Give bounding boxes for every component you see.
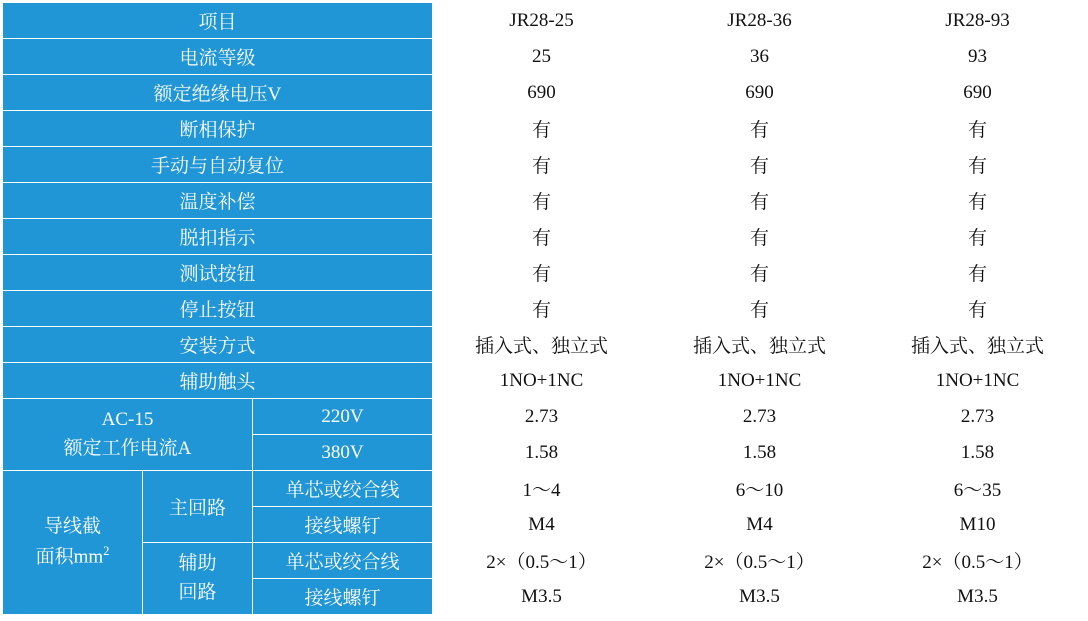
- header-col-3: JR28-93: [869, 3, 1087, 39]
- table-row: [3, 147, 1087, 183]
- row-value: 有: [433, 111, 651, 147]
- wire-aux-row-core: [3, 543, 1087, 579]
- ac15-label-line1: AC-15: [101, 409, 154, 430]
- row-value: 有: [869, 291, 1087, 327]
- row-label: 额定绝缘电压V: [3, 75, 433, 111]
- row-value: 2×（0.5～1）: [869, 543, 1087, 579]
- row-label: 手动与自动复位: [3, 147, 433, 183]
- table-row: [3, 183, 1087, 219]
- row-value: 1NO+1NC: [651, 363, 869, 399]
- row-label: 温度补偿: [3, 183, 433, 219]
- row-value: 有: [433, 255, 651, 291]
- wire-section-label: [3, 471, 143, 615]
- row-value: 有: [869, 255, 1087, 291]
- row-value: 插入式、独立式: [869, 327, 1087, 363]
- wire-group-label-aux: [143, 543, 253, 615]
- row-value: M3.5: [433, 579, 651, 615]
- row-value: 690: [869, 75, 1087, 111]
- wire-sub-label: 单芯或绞合线: [253, 543, 433, 579]
- row-value: 有: [869, 219, 1087, 255]
- wire-label-sup: 2: [103, 543, 110, 558]
- wire-group-aux-line2: 回路: [178, 581, 217, 603]
- table-row: [3, 255, 1087, 291]
- row-label: 测试按钮: [3, 255, 433, 291]
- row-value: 1NO+1NC: [433, 363, 651, 399]
- table-row: [3, 75, 1087, 111]
- table-header-row: [3, 3, 1087, 39]
- ac15-sub-label: 220V: [253, 399, 433, 435]
- row-value: 有: [869, 111, 1087, 147]
- row-value: 有: [869, 183, 1087, 219]
- wire-sub-label: 接线螺钉: [253, 507, 433, 543]
- row-value: 有: [651, 255, 869, 291]
- table-row: [3, 291, 1087, 327]
- row-value: 1～4: [433, 471, 651, 507]
- row-value: 6～10: [651, 471, 869, 507]
- header-col-1: JR28-25: [433, 3, 651, 39]
- row-value: 2.73: [433, 399, 651, 435]
- row-value: 2.73: [651, 399, 869, 435]
- row-value: 2.73: [869, 399, 1087, 435]
- row-value: 有: [433, 291, 651, 327]
- row-value: 690: [433, 75, 651, 111]
- ac15-sub-label: 380V: [253, 435, 433, 471]
- row-value: 有: [433, 147, 651, 183]
- specification-table: [2, 2, 1087, 615]
- row-value: M3.5: [869, 579, 1087, 615]
- row-value: 1.58: [869, 435, 1087, 471]
- ac15-label-line2: 额定工作电流A: [63, 437, 192, 459]
- wire-main-row-core: [3, 471, 1087, 507]
- row-value: 1.58: [651, 435, 869, 471]
- row-value: 插入式、独立式: [433, 327, 651, 363]
- table-row: [3, 111, 1087, 147]
- row-value: 有: [651, 147, 869, 183]
- row-value: 93: [869, 39, 1087, 75]
- row-value: 2×（0.5～1）: [651, 543, 869, 579]
- row-value: 6～35: [869, 471, 1087, 507]
- row-value: 2×（0.5～1）: [433, 543, 651, 579]
- row-label: 停止按钮: [3, 291, 433, 327]
- ac15-row-220v: [3, 399, 1087, 435]
- wire-group-aux-line1: 辅助: [178, 553, 217, 574]
- row-value: M4: [651, 507, 869, 543]
- ac15-label: [3, 399, 253, 471]
- row-label: 辅助触头: [3, 363, 433, 399]
- row-value: 有: [869, 147, 1087, 183]
- header-col-2: JR28-36: [651, 3, 869, 39]
- header-label-item: 项目: [3, 3, 433, 39]
- row-value: M3.5: [651, 579, 869, 615]
- row-value: M4: [433, 507, 651, 543]
- table-row: [3, 363, 1087, 399]
- row-value: 1NO+1NC: [869, 363, 1087, 399]
- row-value: 25: [433, 39, 651, 75]
- table-row: [3, 219, 1087, 255]
- row-value: 插入式、独立式: [651, 327, 869, 363]
- row-label: 安装方式: [3, 327, 433, 363]
- row-value: 有: [651, 183, 869, 219]
- row-value: 36: [651, 39, 869, 75]
- row-label: 断相保护: [3, 111, 433, 147]
- row-value: 有: [651, 219, 869, 255]
- wire-sub-label: 接线螺钉: [253, 579, 433, 615]
- wire-label-line2: 面积$mm^2$: [35, 543, 110, 568]
- wire-label-line1: 导线截: [43, 516, 101, 538]
- row-value: 690: [651, 75, 869, 111]
- row-value: 有: [433, 183, 651, 219]
- row-value: 1.58: [433, 435, 651, 471]
- table-row: [3, 39, 1087, 75]
- row-value: 有: [433, 219, 651, 255]
- row-label: 电流等级: [3, 39, 433, 75]
- wire-group-label-main: 主回路: [143, 471, 253, 543]
- row-value: 有: [651, 111, 869, 147]
- row-value: 有: [651, 291, 869, 327]
- row-label: 脱扣指示: [3, 219, 433, 255]
- wire-sub-label: 单芯或绞合线: [253, 471, 433, 507]
- table-row: [3, 327, 1087, 363]
- row-value: M10: [869, 507, 1087, 543]
